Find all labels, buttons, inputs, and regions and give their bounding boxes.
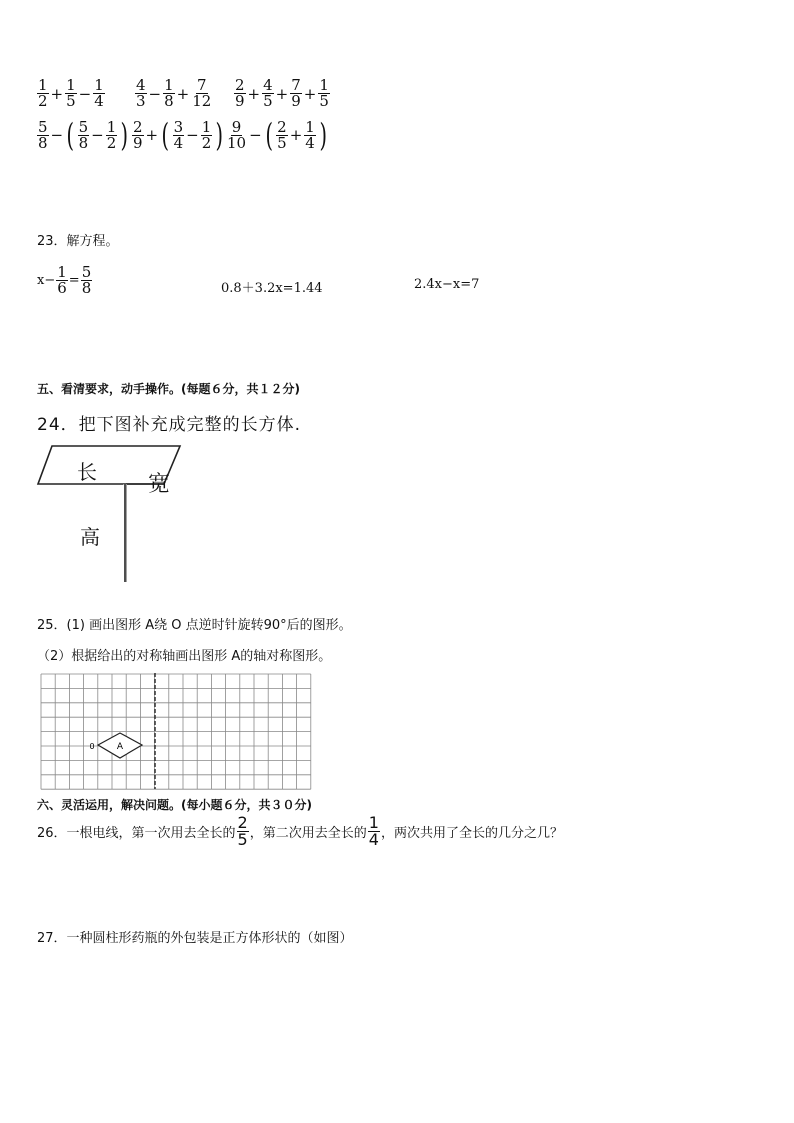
fraction: $\frac{5}{8}$ bbox=[78, 117, 89, 152]
fraction: $\frac{1}{6}$ bbox=[57, 263, 67, 297]
fraction: $\frac{3}{4}$ bbox=[173, 117, 184, 152]
equation-2: 0.8＋3.2x=1.44 bbox=[221, 281, 323, 296]
fraction: $\frac{1}{4}$ bbox=[305, 117, 315, 152]
question-27: 27．一种圆柱形药瓶的外包装是正方体形状的（如图） bbox=[37, 931, 353, 946]
left-paren: ( bbox=[265, 116, 273, 154]
question-26: 26．一根电线，第一次用去全长的 $\frac{2}{5}$ ，第二次用去全长的 $\frac{1}{4}$ ，两次共用了全长的几分之几？ bbox=[37, 813, 563, 849]
section-5-heading: 五、看清要求，动手操作。(每题６分，共１２分) bbox=[37, 382, 300, 396]
shape-a-label: A bbox=[116, 742, 124, 752]
right-paren: ) bbox=[215, 116, 224, 154]
calc-2-1: $\frac{5}{8}$ − ( $\frac{5}{8}$ − $\frac{1}{2}$ ) bbox=[38, 116, 129, 154]
fraction: $\frac{1}{4}$ bbox=[94, 76, 104, 110]
label-width: 宽 bbox=[148, 472, 171, 497]
fraction: $\frac{4}{5}$ bbox=[263, 76, 273, 110]
fraction: $\frac{5}{8}$ bbox=[81, 263, 92, 297]
fraction: $\frac{1}{5}$ bbox=[66, 76, 76, 110]
question-24-title: 24．把下图补充成完整的长方体. bbox=[37, 415, 302, 435]
fraction: $\frac{1}{5}$ bbox=[319, 76, 329, 110]
fraction: $\frac{5}{8}$ bbox=[38, 117, 48, 152]
cuboid-edges bbox=[36, 444, 236, 586]
fraction: $\frac{9}{10}$ bbox=[227, 117, 247, 152]
fraction: $\frac{2}{5}$ bbox=[277, 117, 287, 152]
question-23-title: 23．解方程。 bbox=[37, 234, 119, 249]
calc-1-3: $\frac{2}{9}$ + $\frac{4}{5}$ + $\frac{7}{9}$ + $\frac{1}{5}$ bbox=[235, 76, 329, 110]
left-paren: ( bbox=[66, 116, 75, 154]
calc-2-2: $\frac{2}{9}$ + ( $\frac{3}{4}$ − $\frac{1}{2}$ ) bbox=[133, 116, 224, 154]
label-length: 长 bbox=[77, 460, 97, 484]
section-6-heading: 六、灵活运用，解决问题。(每小题６分，共３０分) bbox=[37, 798, 312, 812]
question-25-line1: 25．(1) 画出图形 A绕 O 点逆时针旋转90°后的图形。 bbox=[37, 618, 352, 633]
fraction: $\frac{2}{9}$ bbox=[133, 117, 143, 152]
calc-1-1: $\frac{1}{2}$ + $\frac{1}{5}$ − $\frac{1}{4}$ bbox=[38, 76, 104, 110]
right-paren: ) bbox=[319, 116, 327, 154]
fraction: $\frac{1}{2}$ bbox=[106, 117, 117, 152]
fraction: $\frac{1}{8}$ bbox=[164, 76, 174, 110]
equation-3: 2.4x−x=7 bbox=[414, 277, 480, 292]
fraction: $\frac{1}{2}$ bbox=[38, 76, 48, 110]
grid-figure bbox=[40, 673, 314, 791]
fraction: $\frac{2}{5}$ bbox=[237, 813, 248, 849]
label-height: 高 bbox=[80, 525, 100, 549]
fraction: $\frac{2}{9}$ bbox=[235, 76, 245, 110]
fraction: $\frac{7}{12}$ bbox=[192, 76, 212, 110]
fraction: $\frac{4}{3}$ bbox=[136, 76, 146, 110]
calc-2-3: $\frac{9}{10}$ − ( $\frac{2}{5}$ + $\frac{1}{4}$ ) bbox=[227, 116, 327, 154]
equation-1: x− $\frac{1}{6}$ = $\frac{5}{8}$ bbox=[37, 263, 92, 297]
calc-1-2: $\frac{4}{3}$ − $\frac{1}{8}$ + $\frac{7}{12}$ bbox=[136, 76, 212, 110]
fraction: $\frac{1}{4}$ bbox=[368, 813, 379, 849]
fraction: $\frac{1}{2}$ bbox=[201, 117, 212, 152]
question-25-line2: （2）根据给出的对称轴画出图形 A的轴对称图形。 bbox=[37, 649, 332, 664]
point-o-label: 0 bbox=[89, 742, 95, 751]
fraction: $\frac{7}{9}$ bbox=[291, 76, 301, 110]
right-paren: ) bbox=[120, 116, 129, 154]
left-paren: ( bbox=[161, 116, 170, 154]
